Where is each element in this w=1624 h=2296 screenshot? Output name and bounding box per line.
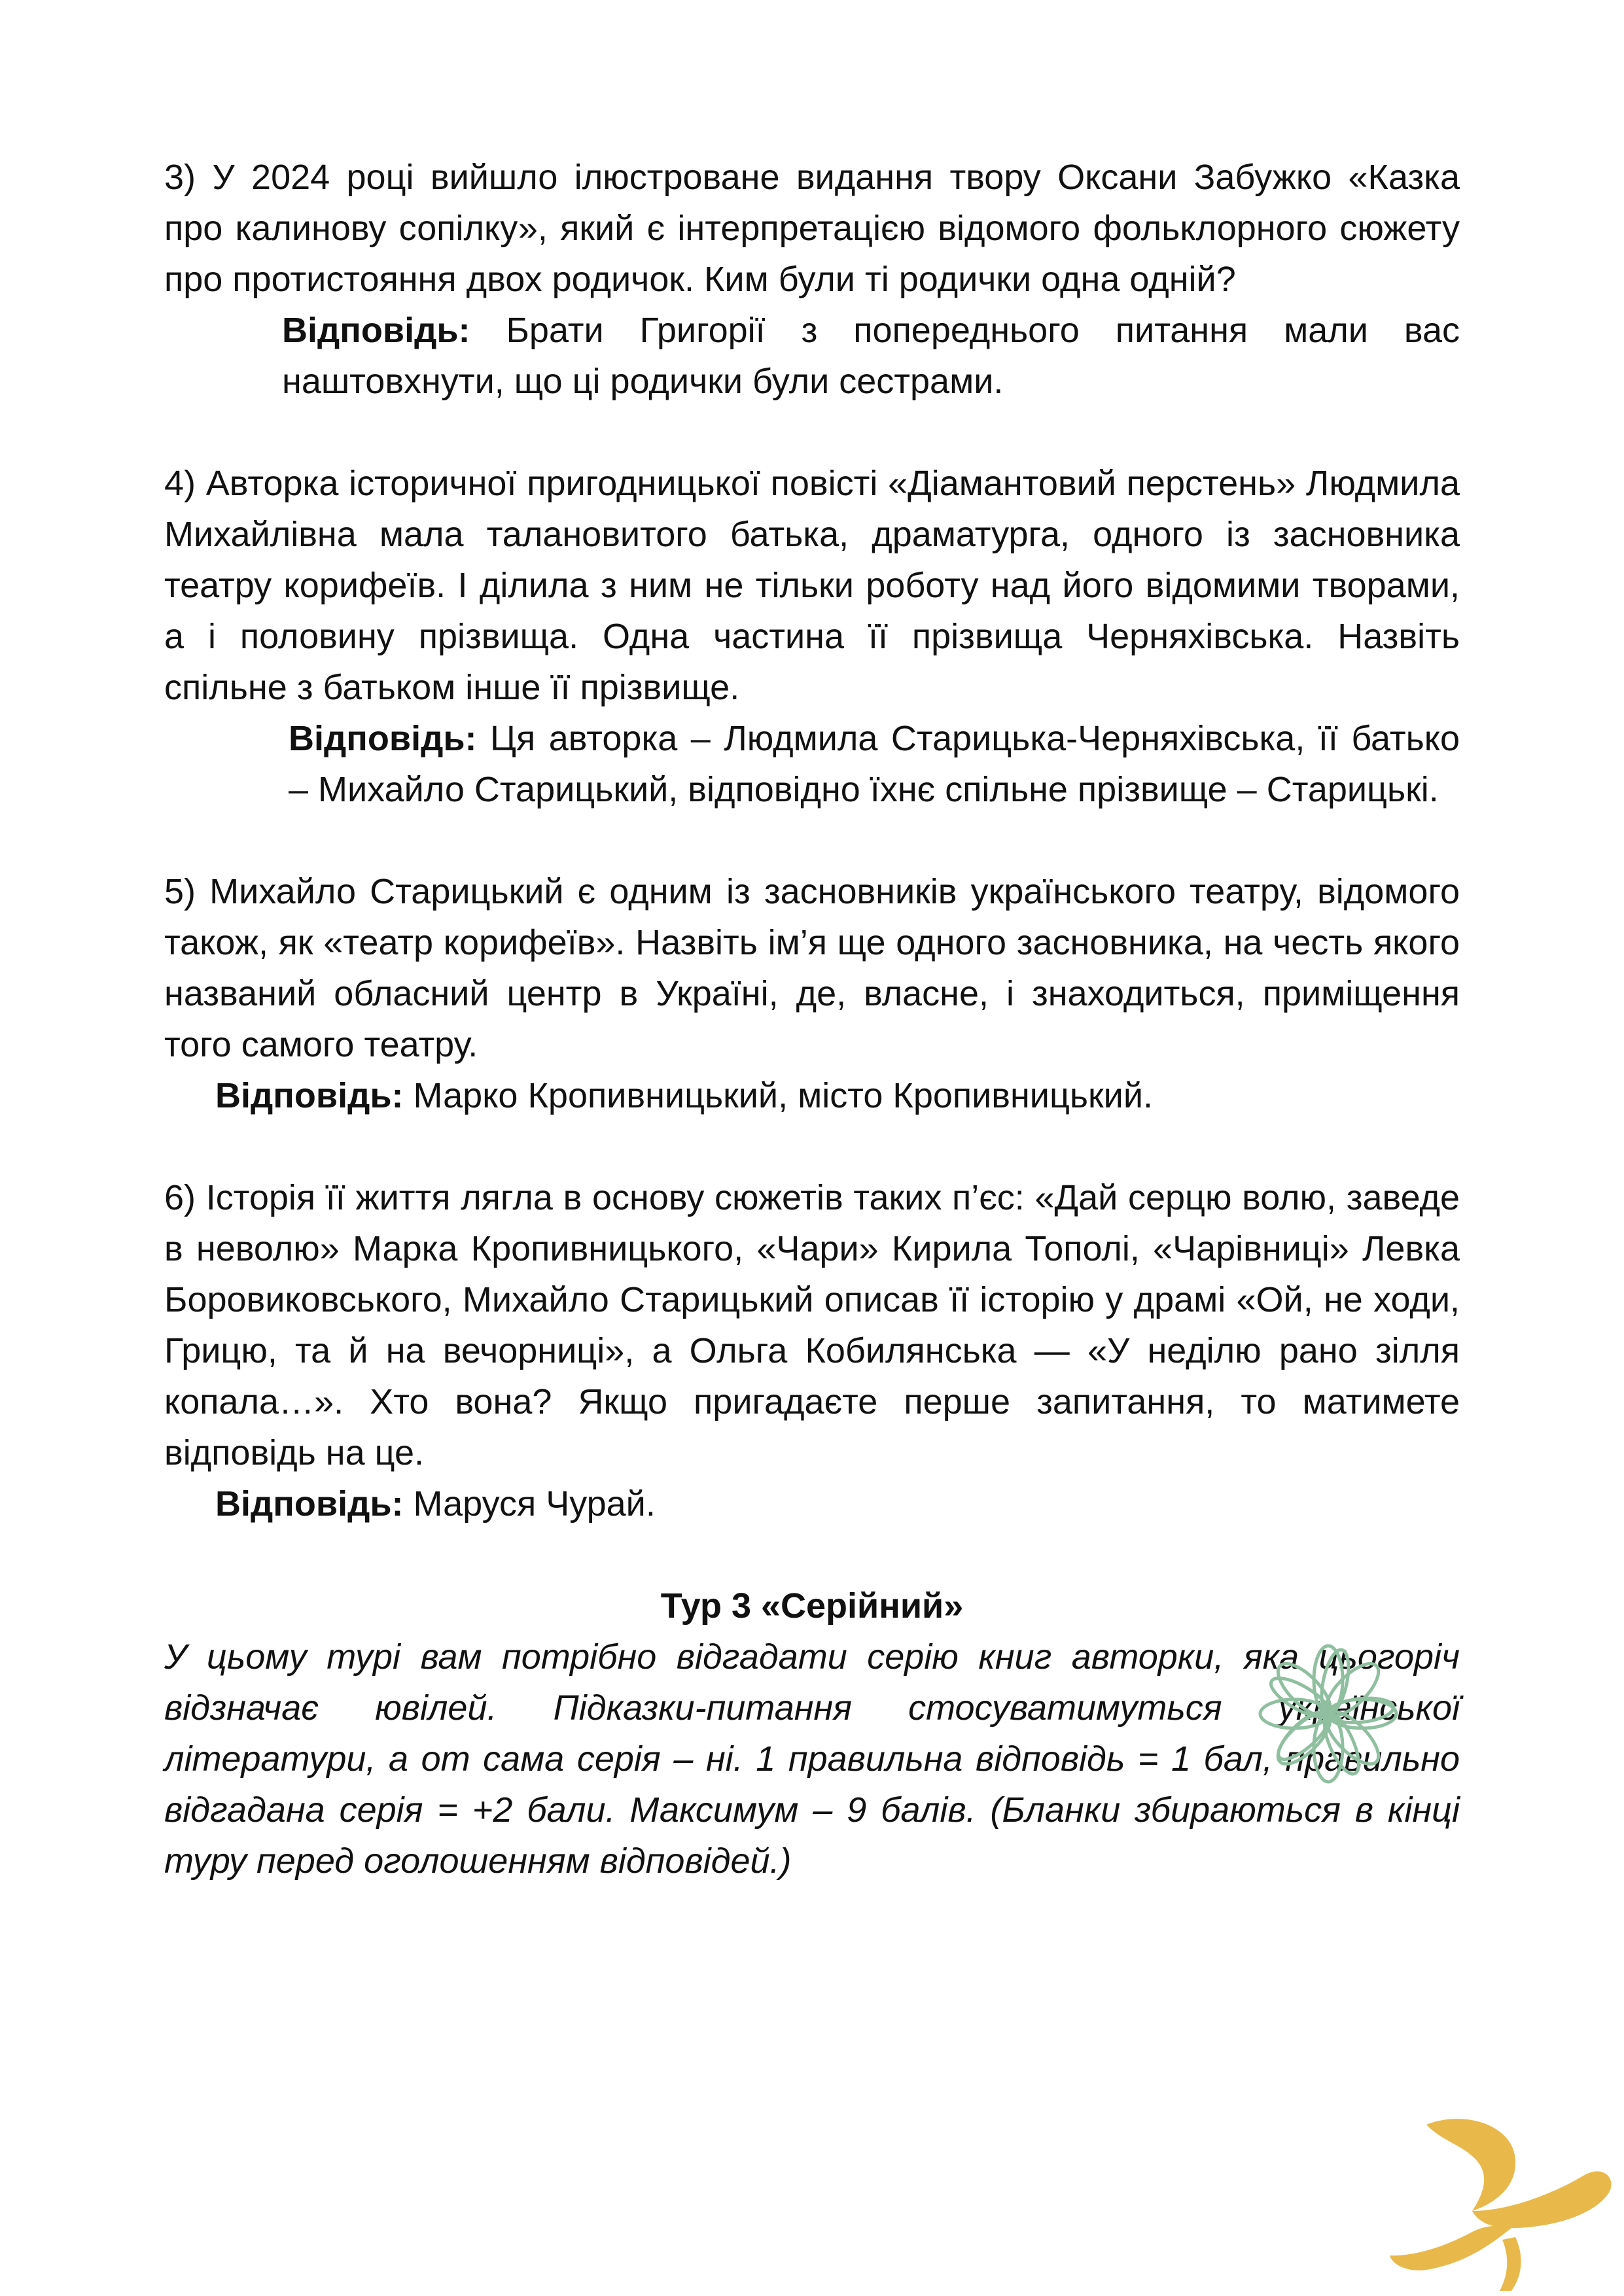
flower-outline-icon (1250, 1635, 1407, 1792)
question-3-text: 3) У 2024 році вийшло ілюстроване видання твору Оксани Забужко «Казка про калинову сопілку», який є інтерпретацією відомого фольклорного сюжету про протистояння двох родичок. Ким були ті родички одна одній? (164, 158, 1460, 299)
answer-label: Відповідь: (215, 1076, 404, 1115)
question-5-answer (164, 1070, 1460, 1121)
question-6-text: 6) Історія її життя лягла в основу сюжетів таких п’єс: «Дай серцю волю, заведе в неволю» Марка Кропивницького, «Чари» Кирила Тополі, «Чарівниці» Левка Боровиковського, Михайло Старицький описав її історію у драмі «Ой, не ходи, Грицю, та й на вечорниці», а Ольга Кобилянська — «У неділю рано зілля копала…». Хто вона? Якщо пригадаєте перше запитання, то матимете відповідь на це. (164, 1178, 1460, 1472)
answer-text: Маруся Чурай. (403, 1484, 656, 1523)
answer-label: Відповідь: (289, 719, 477, 758)
round-title: Тур 3 «Серійний» (660, 1586, 964, 1626)
answer-label: Відповідь: (282, 311, 470, 350)
question-4-answer (164, 713, 1460, 815)
question-4-text: 4) Авторка історичної пригодницької повісті «Діамантовий перстень» Людмила Михайлівна мала талановитого батька, драматурга, одного із засновника театру корифеїв. І ділила з ним не тільки роботу над його відомими творами, а і половину прізвища. Одна частина її прізвища Черняхівська. Назвіть спільне з батьком інше її прізвище. (164, 464, 1460, 707)
decorative-swirl-icon (1387, 2113, 1617, 2291)
question-5-text: 5) Михайло Старицький є одним із засновників українського театру, відомого також, як «театр корифеїв». Назвіть ім’я ще одного засновника, на честь якого названий обласний центр в Україні, де, власне, і знаходиться, приміщення того самого театру. (164, 872, 1460, 1064)
document-body (164, 152, 1460, 1887)
question-3-answer (164, 305, 1460, 407)
answer-text: Марко Кропивницький, місто Кропивницький. (403, 1076, 1153, 1115)
answer-label: Відповідь: (215, 1484, 404, 1523)
answer-text: Брати Григорії з попереднього питання мали вас наштовхнути, що ці родички були сестрами. (282, 311, 1460, 401)
round-intro: У цьому турі вам потрібно відгадати серію книг авторки, яка цьогоріч відзначає ювілей. Підказки-питання стосуватимуться української літератури, а от сама серія – ні. 1 правильна відповідь = 1 бал, правильно відгадана серія = +2 бали. Максимум – 9 балів. (Бланки збираються в кінці туру перед оголошенням відповідей.) (164, 1637, 1460, 1881)
answer-text: Ця авторка – Людмила Старицька-Черняхівська, її батько – Михайло Старицький, відповідно їхнє спільне прізвище – Старицькі. (289, 719, 1460, 809)
question-6-answer (164, 1478, 1460, 1529)
